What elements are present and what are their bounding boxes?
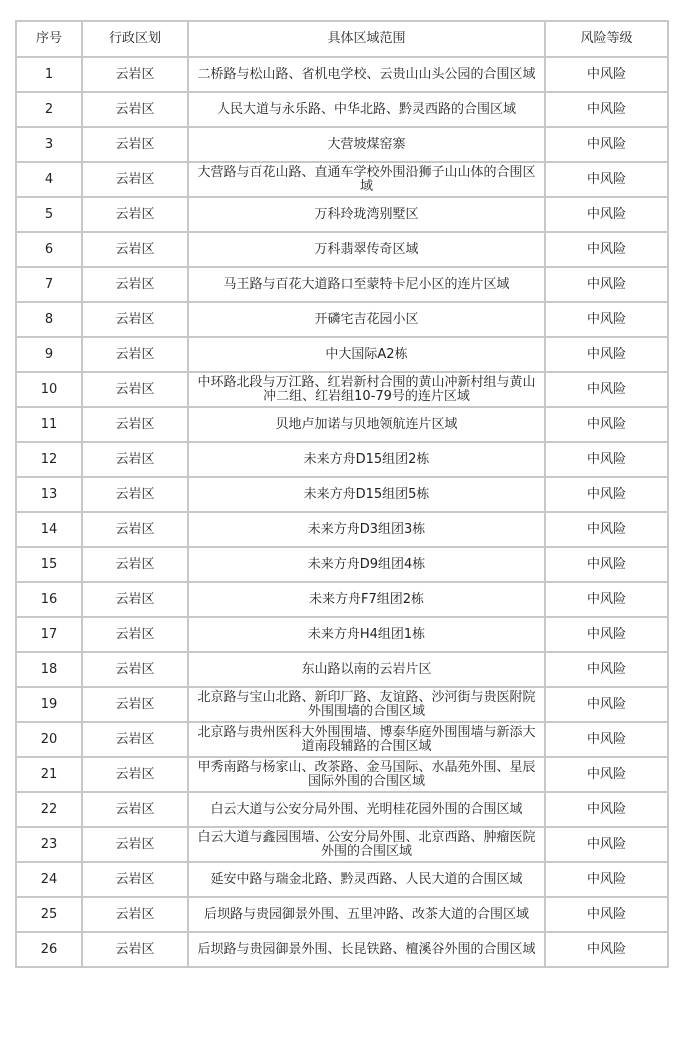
row-index: 16 (16, 582, 82, 617)
row-area: 未来方舟D15组团2栋 (188, 442, 545, 477)
row-risk-level: 中风险 (545, 162, 668, 197)
row-index: 11 (16, 407, 82, 442)
row-district: 云岩区 (82, 897, 188, 932)
header-risk-level: 风险等级 (545, 21, 668, 57)
row-district: 云岩区 (82, 302, 188, 337)
row-area: 未来方舟F7组团2栋 (188, 582, 545, 617)
row-area: 万科玲珑湾别墅区 (188, 197, 545, 232)
table-row (16, 722, 668, 757)
row-area: 大营路与百花山路、直通车学校外围沿狮子山山体的合围区域 (188, 162, 545, 197)
row-district: 云岩区 (82, 792, 188, 827)
row-risk-level: 中风险 (545, 862, 668, 897)
row-index: 10 (16, 372, 82, 407)
row-index: 12 (16, 442, 82, 477)
row-index: 20 (16, 722, 82, 757)
row-risk-level: 中风险 (545, 442, 668, 477)
row-district: 云岩区 (82, 512, 188, 547)
row-district: 云岩区 (82, 92, 188, 127)
row-area: 北京路与贵州医科大外围围墙、博泰华庭外围围墙与新添大道南段辅路的合围区域 (188, 722, 545, 757)
row-area: 后坝路与贵园御景外围、五里冲路、改茶大道的合围区域 (188, 897, 545, 932)
row-risk-level: 中风险 (545, 302, 668, 337)
row-area: 未来方舟D15组团5栋 (188, 477, 545, 512)
row-index: 21 (16, 757, 82, 792)
table-row (16, 57, 668, 92)
row-index: 5 (16, 197, 82, 232)
row-index: 26 (16, 932, 82, 967)
table-row (16, 372, 668, 407)
table-row (16, 827, 668, 862)
risk-area-table (15, 20, 669, 968)
row-district: 云岩区 (82, 862, 188, 897)
table-row (16, 617, 668, 652)
row-district: 云岩区 (82, 197, 188, 232)
row-district: 云岩区 (82, 232, 188, 267)
row-index: 8 (16, 302, 82, 337)
row-area: 开磷宅吉花园小区 (188, 302, 545, 337)
table-row (16, 547, 668, 582)
row-index: 25 (16, 897, 82, 932)
row-index: 24 (16, 862, 82, 897)
table-row (16, 232, 668, 267)
row-risk-level: 中风险 (545, 127, 668, 162)
header-index: 序号 (16, 21, 82, 57)
row-district: 云岩区 (82, 477, 188, 512)
row-index: 14 (16, 512, 82, 547)
table-row (16, 442, 668, 477)
row-risk-level: 中风险 (545, 687, 668, 722)
row-district: 云岩区 (82, 57, 188, 92)
row-district: 云岩区 (82, 617, 188, 652)
table-row (16, 687, 668, 722)
row-risk-level: 中风险 (545, 512, 668, 547)
row-district: 云岩区 (82, 442, 188, 477)
row-area: 马王路与百花大道路口至蒙特卡尼小区的连片区域 (188, 267, 545, 302)
table-row (16, 302, 668, 337)
table-row (16, 197, 668, 232)
row-area: 白云大道与公安分局外围、光明桂花园外围的合围区域 (188, 792, 545, 827)
row-district: 云岩区 (82, 407, 188, 442)
row-district: 云岩区 (82, 337, 188, 372)
row-district: 云岩区 (82, 267, 188, 302)
row-area: 白云大道与鑫园围墙、公安分局外围、北京西路、肿瘤医院外围的合围区域 (188, 827, 545, 862)
table-row (16, 127, 668, 162)
table-header-row (16, 21, 668, 57)
header-district: 行政区划 (82, 21, 188, 57)
row-area: 未来方舟H4组团1栋 (188, 617, 545, 652)
table-row (16, 92, 668, 127)
row-index: 3 (16, 127, 82, 162)
row-risk-level: 中风险 (545, 547, 668, 582)
row-area: 中环路北段与万江路、红岩新村合围的黄山冲新村组与黄山冲二组、红岩组10-79号的连片区域 (188, 372, 545, 407)
row-district: 云岩区 (82, 757, 188, 792)
row-district: 云岩区 (82, 547, 188, 582)
row-area: 后坝路与贵园御景外围、长昆铁路、檀溪谷外围的合围区域 (188, 932, 545, 967)
row-index: 22 (16, 792, 82, 827)
table-row (16, 162, 668, 197)
row-risk-level: 中风险 (545, 57, 668, 92)
row-area: 二桥路与松山路、省机电学校、云贵山山头公园的合围区域 (188, 57, 545, 92)
row-risk-level: 中风险 (545, 652, 668, 687)
row-index: 23 (16, 827, 82, 862)
row-district: 云岩区 (82, 652, 188, 687)
row-risk-level: 中风险 (545, 722, 668, 757)
table-row (16, 757, 668, 792)
row-district: 云岩区 (82, 582, 188, 617)
row-risk-level: 中风险 (545, 617, 668, 652)
row-risk-level: 中风险 (545, 897, 668, 932)
table-row (16, 897, 668, 932)
row-area: 未来方舟D3组团3栋 (188, 512, 545, 547)
row-district: 云岩区 (82, 127, 188, 162)
row-risk-level: 中风险 (545, 337, 668, 372)
table-row (16, 652, 668, 687)
row-index: 2 (16, 92, 82, 127)
row-district: 云岩区 (82, 372, 188, 407)
row-area: 北京路与宝山北路、新印厂路、友谊路、沙河街与贵医附院外围围墙的合围区域 (188, 687, 545, 722)
row-risk-level: 中风险 (545, 827, 668, 862)
row-index: 4 (16, 162, 82, 197)
row-risk-level: 中风险 (545, 932, 668, 967)
row-risk-level: 中风险 (545, 477, 668, 512)
row-risk-level: 中风险 (545, 372, 668, 407)
row-district: 云岩区 (82, 162, 188, 197)
row-index: 6 (16, 232, 82, 267)
row-risk-level: 中风险 (545, 267, 668, 302)
row-area: 未来方舟D9组团4栋 (188, 547, 545, 582)
row-district: 云岩区 (82, 722, 188, 757)
row-area: 万科翡翠传奇区域 (188, 232, 545, 267)
row-risk-level: 中风险 (545, 792, 668, 827)
table-row (16, 267, 668, 302)
table-row (16, 932, 668, 967)
row-index: 1 (16, 57, 82, 92)
table-row (16, 407, 668, 442)
row-area: 甲秀南路与杨家山、改茶路、金马国际、水晶苑外围、星辰国际外围的合围区域 (188, 757, 545, 792)
row-district: 云岩区 (82, 827, 188, 862)
row-area: 大营坡煤窑寨 (188, 127, 545, 162)
row-district: 云岩区 (82, 932, 188, 967)
row-risk-level: 中风险 (545, 582, 668, 617)
row-index: 15 (16, 547, 82, 582)
table-row (16, 337, 668, 372)
table-row (16, 862, 668, 897)
table-body (16, 57, 668, 967)
row-risk-level: 中风险 (545, 92, 668, 127)
row-area: 人民大道与永乐路、中华北路、黔灵西路的合围区域 (188, 92, 545, 127)
row-risk-level: 中风险 (545, 757, 668, 792)
row-risk-level: 中风险 (545, 197, 668, 232)
row-index: 19 (16, 687, 82, 722)
row-risk-level: 中风险 (545, 232, 668, 267)
table-row (16, 792, 668, 827)
row-index: 18 (16, 652, 82, 687)
row-area: 东山路以南的云岩片区 (188, 652, 545, 687)
row-area: 中大国际A2栋 (188, 337, 545, 372)
row-area: 延安中路与瑞金北路、黔灵西路、人民大道的合围区域 (188, 862, 545, 897)
row-index: 13 (16, 477, 82, 512)
row-area: 贝地卢加诺与贝地领航连片区域 (188, 407, 545, 442)
header-area: 具体区域范围 (188, 21, 545, 57)
row-index: 17 (16, 617, 82, 652)
row-risk-level: 中风险 (545, 407, 668, 442)
row-index: 7 (16, 267, 82, 302)
row-index: 9 (16, 337, 82, 372)
table-row (16, 582, 668, 617)
table-row (16, 477, 668, 512)
row-district: 云岩区 (82, 687, 188, 722)
table-row (16, 512, 668, 547)
